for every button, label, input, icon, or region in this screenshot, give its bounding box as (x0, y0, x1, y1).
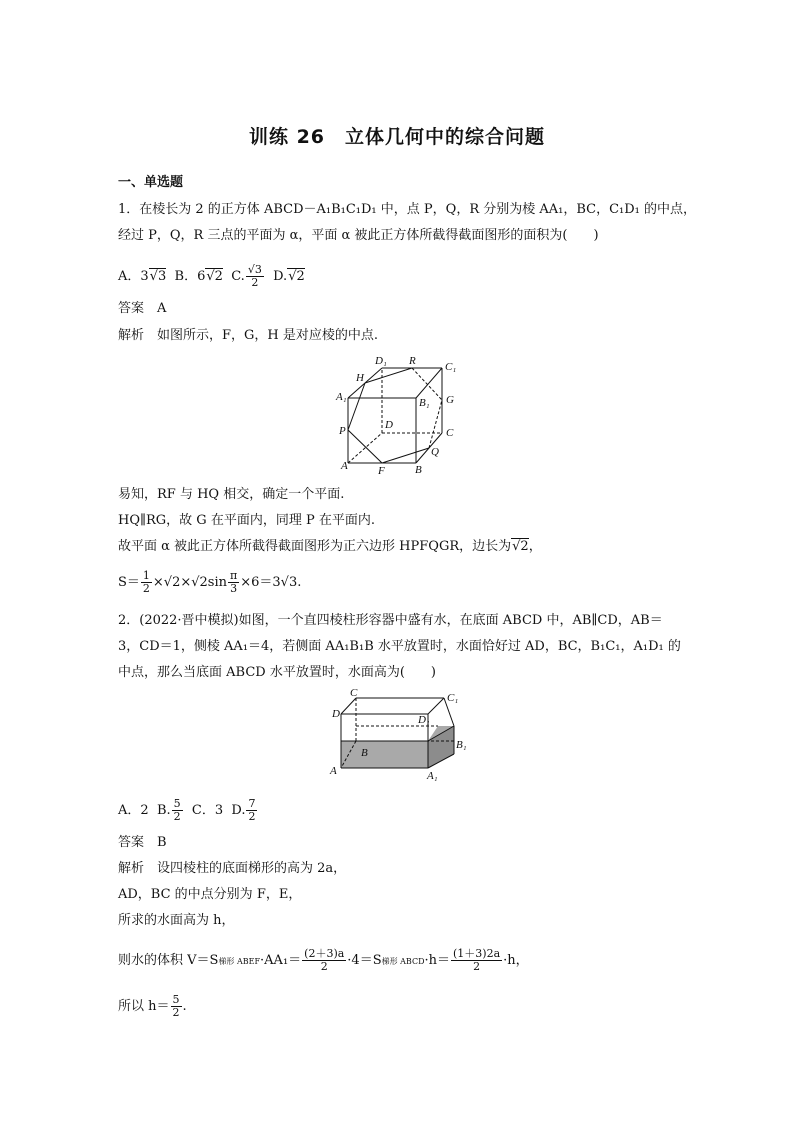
label-c1: C₁ (445, 361, 457, 373)
q1-stem-line1: 1．在棱长为 2 的正方体 ABCD－A₁B₁C₁D₁ 中，点 P，Q，R 分别为棱 AA₁，BC，C₁D₁ 的中点， (118, 202, 697, 217)
q2-answer: 答案 B (118, 835, 167, 850)
edge-cd (341, 698, 356, 714)
label-h: H (356, 372, 364, 384)
q1-area-fraction-pi: $\frac{\pi}{3}$ (230, 569, 238, 595)
q1-option-a: A．3 (118, 269, 149, 284)
q2-option-d-fraction: $\frac{7}{2}$ (248, 797, 256, 823)
q2-option-b: B. (156, 803, 171, 818)
label-a1: A₁ (336, 391, 347, 403)
q1-solution-line2: HQ∥RG，故 G 在平面内，同理 P 在平面内. (118, 513, 375, 528)
q1-answer: 答案 A (118, 301, 167, 316)
label-a1: A₁ (427, 770, 438, 782)
q1-options (118, 264, 305, 289)
edge-d1c1 (428, 698, 444, 714)
q2-solution-line1: AD，BC 的中点分别为 F，E， (118, 887, 302, 902)
label-f: F (378, 465, 385, 477)
q2-solution-line2: 所求的水面高为 h， (118, 913, 235, 928)
q2-options (118, 798, 258, 823)
q1-analysis: 解析 如图所示，F，G，H 是对应棱的中点. (118, 328, 379, 343)
q1-option-b-radical: √2 (206, 269, 223, 284)
q2-option-d: D. (231, 803, 246, 818)
prism-container-figure (326, 686, 476, 786)
label-g: G (446, 394, 454, 406)
q2-stem-line3: 中点，那么当底面 ABCD 水平放置时，水面高为( ) (118, 665, 436, 680)
page-title: 训练 26 立体几何中的综合问题 (248, 126, 546, 148)
q1-solution-line1: 易知，RF 与 HQ 相交，确定一个平面. (118, 487, 345, 502)
q1-area-fraction-half: $\frac{1}{2}$ (142, 569, 150, 595)
q2-stem-line2: 3，CD＝1，侧棱 AA₁＝4，若侧面 AA₁B₁B 水平放置时，水面恰好过 AD，BC，B₁C₁，A₁D₁ 的 (118, 639, 681, 654)
label-b1: B₁ (456, 739, 467, 751)
q2-result-fraction: $\frac{5}{2}$ (172, 993, 180, 1019)
q1-option-a-radical: √3 (149, 269, 167, 284)
label-q: Q (431, 446, 439, 458)
q2-option-a: A．2 (118, 803, 149, 818)
q1-side-length-radical: √2 (512, 539, 529, 554)
label-b1: B₁ (419, 397, 430, 409)
q1-area-formula: S＝ $\frac{1}{2}$ ×√2×√2sin $\frac{\pi}{3}$ ×6＝3√3. (118, 569, 302, 595)
q2-option-b-fraction: $\frac{5}{2}$ (173, 797, 181, 823)
label-a: A (341, 460, 348, 472)
label-d: D (332, 708, 340, 720)
q1-option-d-radical: √2 (288, 269, 305, 284)
q1-option-c: C. (231, 269, 245, 284)
q2-volume-formula: 则水的体积 V＝S梯形 ABEF·AA₁＝ $\frac{(2+3)a}{2}$ ·4＝S梯形 ABCD·h＝ $\frac{(1+3)2a}{2}$ ·h， (118, 947, 529, 973)
q2-analysis: 解析 设四棱柱的底面梯形的高为 2a， (118, 861, 347, 876)
label-r: R (409, 355, 416, 367)
cube-section-figure (330, 348, 470, 478)
section-heading: 一、单选题 (118, 175, 184, 190)
q1-stem-line2: 经过 P，Q，R 三点的平面为 α，平面 α 被此正方体所截得截面图形的面积为( ) (118, 228, 599, 243)
q1-option-d: D. (273, 269, 288, 284)
q2-stem-line1: 2．(2022·晋中模拟)如图，一个直四棱柱形容器中盛有水，在底面 ABCD 中，AB∥CD，AB＝ (118, 613, 663, 628)
label-p: P (339, 425, 346, 437)
section-edge-hr (365, 368, 412, 383)
q2-conclusion: 所以 h＝ $\frac{5}{2}$ . (118, 993, 187, 1019)
q1-option-c-fraction: $\frac{√3}{2}$ (247, 263, 262, 289)
q1-option-b: B．6 (174, 269, 206, 284)
q2-volume-fraction-2: $\frac{(1+3)2a}{2}$ (453, 947, 501, 973)
q2-volume-fraction-1: $\frac{(2+3)a}{2}$ (304, 947, 345, 973)
q1-solution-line3: 故平面 α 被此正方体所截得截面图形为正六边形 HPFQGR，边长为√2， (118, 539, 542, 554)
label-c: C (446, 427, 454, 439)
q2-option-c: C．3 (191, 803, 224, 818)
label-d1: D₁ (418, 714, 430, 726)
label-d1: D₁ (375, 355, 387, 367)
label-c: C (350, 687, 358, 699)
label-b: B (415, 464, 422, 476)
label-d: D (385, 419, 393, 431)
label-a: A (330, 765, 337, 777)
label-c1: C₁ (447, 692, 459, 704)
edge-b1c1 (416, 368, 442, 398)
label-b: B (361, 747, 368, 759)
